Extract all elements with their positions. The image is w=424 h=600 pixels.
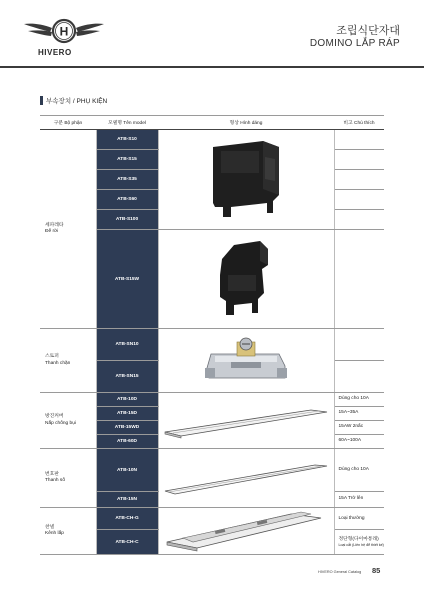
page-title-vietnamese: DOMINO LẮP RÁP [309,38,400,49]
marker-strip-icon [161,457,331,497]
hivero-logo [24,10,104,60]
table-row [40,393,384,407]
end-plate-wide-image [158,230,334,329]
note-cell [334,230,384,329]
note-cell [334,530,384,555]
note-cell [334,210,384,230]
winged-logo-icon [24,18,104,44]
note-cell [334,150,384,170]
note-cell [334,329,384,361]
header-category: 구분 Bộ phận [40,116,96,130]
model-cell: ATB-10D [96,393,158,407]
category-ko: 찬넬 [45,524,55,530]
header-note: 비고 Chú thích [334,116,384,130]
table-row [40,329,384,361]
category-ko: 세파레타 [45,222,64,228]
model-cell: ATB-CH-C [96,530,158,555]
model-cell: ATB-15N [96,492,158,508]
note-cell: Dùng cho 10A [334,449,384,492]
model-cell: ATB-CH-G [96,508,158,530]
category-vi: Thanh số [45,478,66,483]
model-cell: ATB-60D [96,435,158,449]
model-cell: ATB-15WD [96,421,158,435]
model-cell: ATB-S15W [96,230,158,329]
catalog-name: HIVERO General Catalog [318,570,362,574]
header-shape: 형상 Hình dáng [158,116,334,130]
accessories-table [40,115,384,555]
model-cell: ATB-S10 [96,130,158,150]
stopper-icon [201,332,291,388]
section-title: 부속장치 / PHỤ KIỆN [46,98,108,105]
stopper-image [158,329,334,393]
note-cell [334,170,384,190]
category-end-plate [40,130,96,329]
wide-end-plate-icon [206,235,286,321]
category-ko: 번호판 [45,471,59,477]
model-cell: ATB-15D [96,407,158,421]
category-cover [40,393,96,449]
model-cell: ATB-S100 [96,210,158,230]
model-cell: ATB-S15 [96,150,158,170]
section-marker [40,96,43,105]
page-number: 85 [372,566,381,575]
note-cell: 15A~35A [334,407,384,421]
note-cell: Dùng cho 10A [334,393,384,407]
note-cell [334,361,384,393]
note-cell [334,130,384,150]
category-marker [40,449,96,508]
category-vi: Thanh chặn [45,360,71,366]
category-ko: 방진커버 [45,414,64,420]
din-rail-icon [161,508,331,552]
end-plate-image [158,130,334,230]
model-cell: ATB-SN10 [96,329,158,361]
category-vi: Nắp chống bụi [45,420,76,426]
note-cell: 15AW 2nấc [334,421,384,435]
model-cell: ATB-S60 [96,190,158,210]
note-line-vi: Loại cắt (Liên hệ để thiết kế) [338,543,384,548]
logo-letter: H [59,24,69,39]
category-vi: Đế rời [45,229,59,234]
category-stopper [40,329,96,393]
model-cell: ATB-SN15 [96,361,158,393]
table-header-row [40,116,384,130]
category-ko: 스토퍼 [45,354,59,360]
brand-name: HIVERO [38,48,72,57]
note-cell: 15A Trở lên [334,492,384,508]
table-row [40,130,384,150]
dust-cover-icon [161,400,331,440]
page-header [0,0,424,68]
note-cell: 60A~100A [334,435,384,449]
page-title-korean: 조립식단자대 [336,25,400,37]
table-row [40,508,384,530]
header-divider [0,66,424,68]
cover-image [158,393,334,449]
note-cell [334,190,384,210]
rail-image [158,508,334,555]
category-rail [40,508,96,555]
header-model: 모델명 Tên model [96,116,158,130]
marker-image [158,449,334,508]
model-cell: ATB-S35 [96,170,158,190]
note-cell: Loại thường [334,508,384,530]
end-plate-icon [201,137,291,221]
note-line-ko: 정단형(다이마통래) [338,536,379,542]
table-row [40,449,384,492]
section-heading [40,96,107,105]
model-cell: ATB-10N [96,449,158,492]
category-vi: Kênh lắp [45,531,64,536]
